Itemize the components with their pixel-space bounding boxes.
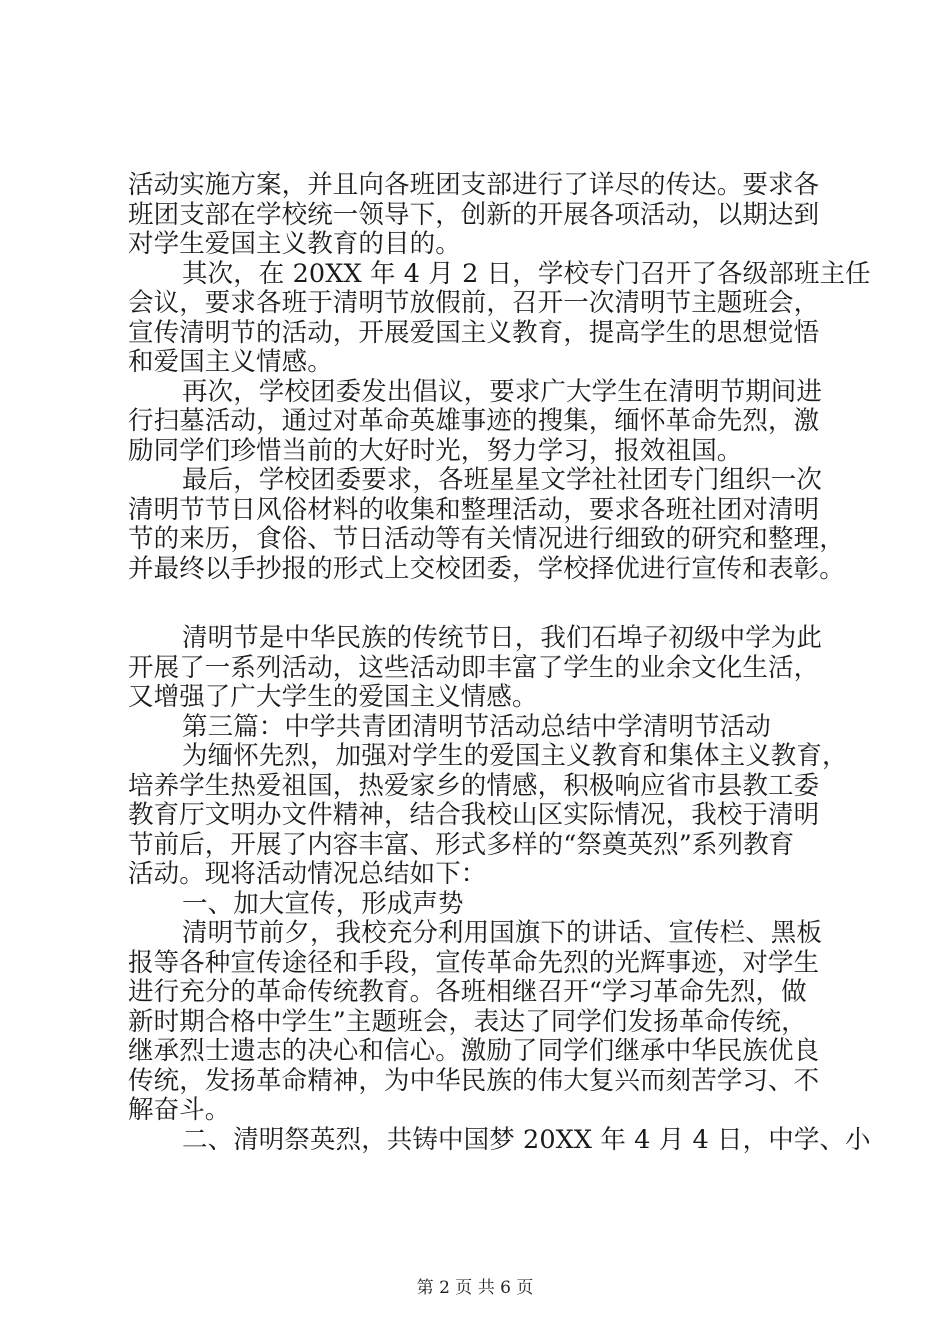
text-line: 节的来历，食俗、节日活动等有关情况进行细致的研究和整理，: [128, 524, 845, 554]
text-line: 活动。现将活动情况总结如下：: [128, 859, 487, 889]
page-number: 第 2 页 共 6 页: [416, 1278, 534, 1298]
text-line: 活动实施方案，并且向各班团支部进行了详尽的传达。要求各: [128, 170, 820, 200]
text-line: 清明节前夕，我校充分利用国旗下的讲话、宣传栏、黑板: [182, 918, 823, 948]
text-line: 又增强了广大学生的爱国主义情感。: [128, 682, 538, 712]
text-line: 并最终以手抄报的形式上交校团委，学校择优进行宣传和表彰。: [128, 553, 845, 584]
document-body: [128, 170, 871, 1155]
text-line: 行扫墓活动，通过对革命英雄事迹的搜集，缅怀革命先烈，激: [128, 406, 820, 436]
subsection-heading: 二、清明祭英烈，共铸中国梦 20XX 年 4 月 4 日，中学、小: [182, 1124, 871, 1155]
text-line: 培养学生热爱祖国，热爱家乡的情感，积极响应省市县教工委: [128, 770, 820, 801]
text-line: 其次，在 20XX 年 4 月 2 日，学校专门召开了各级部班主任: [182, 258, 871, 289]
text-line: 会议，要求各班于清明节放假前，召开一次清明节主题班会，: [128, 288, 820, 318]
text-line: 开展了一系列活动，这些活动即丰富了学生的业余文化生活，: [128, 652, 820, 683]
text-line: 清明节节日风俗材料的收集和整理活动，要求各班社团对清明: [128, 494, 820, 525]
text-line: 传统，发扬革命精神，为中华民族的伟大复兴而刻苦学习、不: [128, 1065, 820, 1096]
paragraph-gap: [128, 584, 828, 624]
text-line: 报等各种宣传途径和手段，宣传革命先烈的光辉事迹，对学生: [128, 947, 820, 978]
section-heading: 第三篇：中学共青团清明节活动总结中学清明节活动: [182, 711, 771, 742]
text-line: 教育厅文明办文件精神，结合我校山区实际情况，我校于清明: [128, 800, 820, 830]
text-line: 宣传清明节的活动，开展爱国主义教育，提高学生的思想觉悟: [128, 317, 820, 348]
text-line: 和爱国主义情感。: [128, 347, 333, 377]
text-line: 进行充分的革命传统教育。各班相继召开“学习革命先烈，做: [128, 977, 807, 1007]
text-line: 清明节是中华民族的传统节日，我们石埠子初级中学为此: [182, 623, 823, 653]
text-line: 解奋斗。: [128, 1095, 231, 1125]
text-line: 新时期合格中学生”主题班会，表达了同学们发扬革命传统，: [128, 1006, 807, 1037]
text-line: 对学生爱国主义教育的目的。: [128, 229, 461, 259]
subsection-heading: 一、加大宣传，形成声势: [182, 888, 464, 919]
text-line: 再次，学校团委发出倡议，要求广大学生在清明节期间进: [182, 376, 823, 407]
text-line: 最后，学校团委要求，各班星星文学社社团专门组织一次: [182, 465, 823, 495]
text-line: 节前后，开展了内容丰富、形式多样的“祭奠英烈”系列教育: [128, 829, 795, 860]
text-line: 为缅怀先烈，加强对学生的爱国主义教育和集体主义教育，: [182, 741, 848, 771]
text-line: 继承烈士遗志的决心和信心。激励了同学们继承中华民族优良: [128, 1036, 820, 1066]
text-line: 励同学们珍惜当前的大好时光，努力学习，报效祖国。: [128, 435, 743, 466]
text-line: 班团支部在学校统一领导下，创新的开展各项活动，以期达到: [128, 199, 820, 230]
